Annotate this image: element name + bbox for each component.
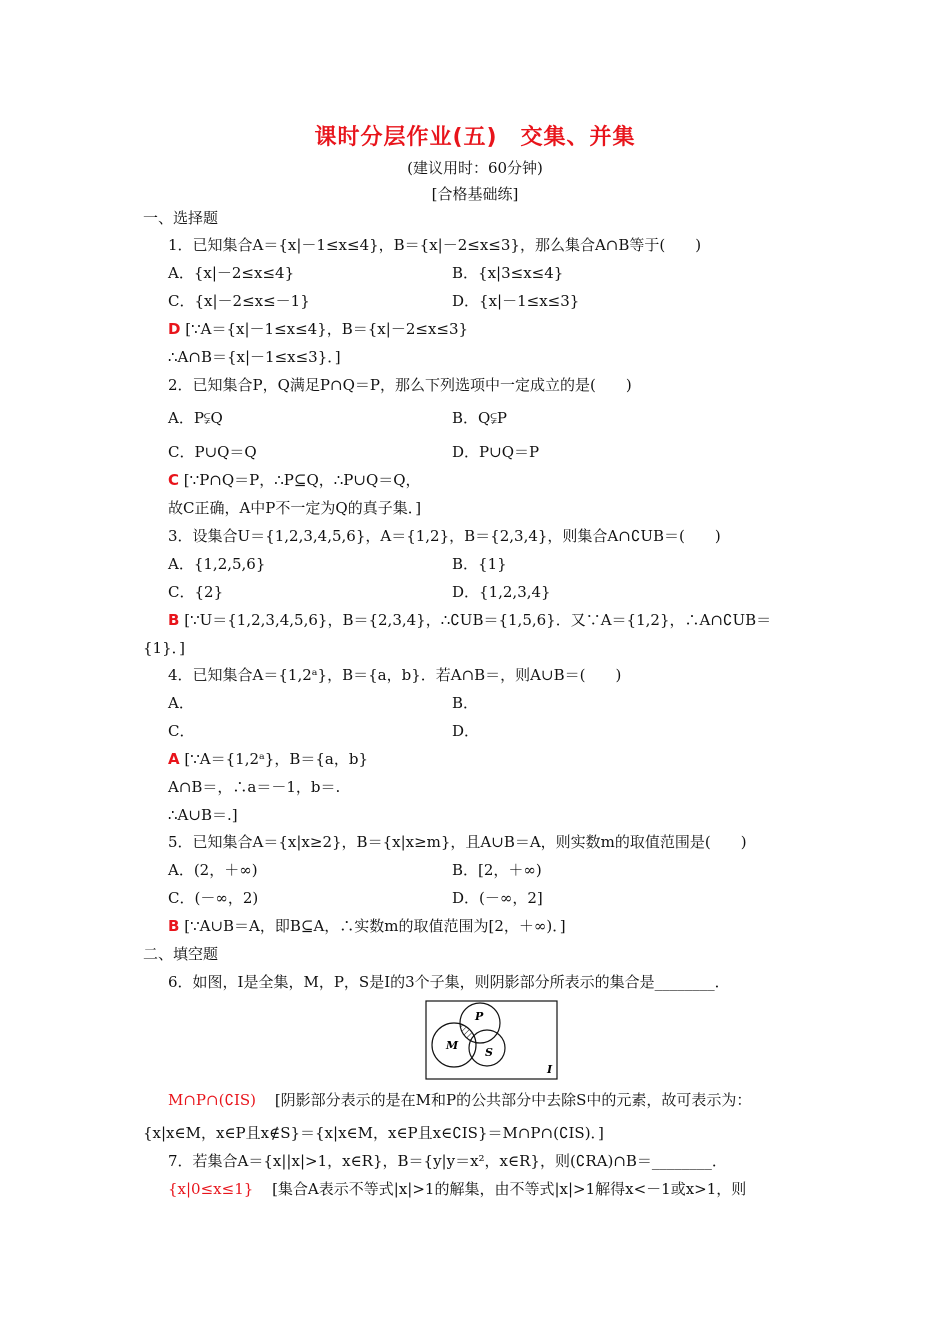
- venn-label-p: P: [475, 1010, 484, 1023]
- q1-stem: 1．已知集合A＝{x|－1≤x≤4}，B＝{x|－2≤x≤3}，那么集合A∩B等于( ): [168, 236, 702, 254]
- q1-explanation: [168, 319, 468, 339]
- q2-option-d: D．P∪Q＝P: [452, 443, 540, 461]
- section-heading-choice: 一、选择题: [143, 209, 219, 227]
- q4-stem: 4．已知集合A＝{1,2ᵃ}，B＝{a，b}．若A∩B＝，则A∪B＝( ): [168, 666, 622, 684]
- q1-answer: D: [168, 320, 181, 338]
- q2-option-c: C．P∪Q＝Q: [168, 443, 257, 461]
- q3-expl-1: [∵U＝{1,2,3,4,5,6}，B＝{2,3,4}，∴∁UB＝{1,5,6}．又∵A＝{1,2}，∴A∩∁UB＝: [184, 611, 772, 629]
- q4-option-a: A．: [168, 694, 194, 712]
- q6-expl-2: {x|x∈M，x∈P且x∉S}＝{x|x∈M，x∈P且x∈∁IS}＝M∩P∩(∁IS)．]: [143, 1124, 604, 1142]
- q2-explanation: [168, 470, 421, 490]
- page-title: 课时分层作业(五) 交集、并集: [314, 125, 636, 150]
- q4-expl-2: A∩B＝，∴a＝－1，b＝.: [168, 778, 341, 796]
- q4-expl-3: ∴A∪B＝.]: [168, 806, 238, 824]
- q3-option-a: A．{1,2,5,6}: [168, 555, 266, 573]
- venn-label-i: I: [547, 1063, 553, 1076]
- q1-option-b: B．{x|3≤x≤4}: [452, 264, 564, 282]
- q3-explanation: [168, 610, 771, 630]
- q1-expl-2: ∴A∩B＝{x|－1≤x≤3}．]: [168, 348, 341, 366]
- time-note: (建议用时：60分钟): [407, 159, 543, 177]
- venn-label-s: S: [485, 1046, 493, 1059]
- q5-option-a: A．(2，＋∞): [168, 861, 258, 879]
- q1-option-a: A．{x|－2≤x≤4}: [168, 264, 295, 282]
- q5-answer: B: [168, 917, 180, 935]
- q4-answer: A: [168, 750, 180, 768]
- venn-label-m: M: [446, 1039, 459, 1052]
- q6-explanation: [168, 1090, 751, 1110]
- q5-expl-1: [∵A∪B＝A，即B⊆A，∴实数m的取值范围为[2，＋∞)．]: [184, 917, 566, 935]
- q2-expl-1: [∵P∩Q＝P，∴P⊆Q，∴P∪Q＝Q，: [183, 471, 421, 489]
- q2-answer: C: [168, 471, 180, 489]
- q4-option-d: D．: [452, 722, 480, 740]
- q4-expl-1: [∵A＝{1,2ᵃ}，B＝{a，b}: [184, 750, 369, 768]
- q7-stem: 7．若集合A＝{x||x|>1，x∈R}，B＝{y|y＝x²，x∈R}，则(∁RA)∩B＝________．: [168, 1152, 727, 1170]
- q3-stem: 3．设集合U＝{1,2,3,4,5,6}，A＝{1,2}，B＝{2,3,4}，则集合A∩∁UB＝( ): [168, 527, 721, 545]
- q6-expl-1: [阴影部分表示的是在M和P的公共部分中去除S中的元素，故可表示为：: [274, 1091, 752, 1109]
- q4-explanation: [168, 749, 368, 769]
- q7-explanation: [168, 1179, 746, 1199]
- q1-option-c: C．{x|－2≤x≤－1}: [168, 292, 310, 310]
- section-heading-fill: 二、填空题: [143, 945, 219, 963]
- level-heading: [合格基础练]: [431, 185, 519, 203]
- venn-diagram: [425, 1000, 558, 1080]
- q5-option-b: B．[2，＋∞): [452, 861, 542, 879]
- q3-option-d: D．{1,2,3,4}: [452, 583, 551, 601]
- q7-expl-1: [集合A表示不等式|x|>1的解集，由不等式|x|>1解得x<－1或x>1，则: [272, 1180, 747, 1198]
- q2-stem: 2．已知集合P，Q满足P∩Q＝P，那么下列选项中一定成立的是( ): [168, 376, 632, 394]
- q5-stem: 5．已知集合A＝{x|x≥2}，B＝{x|x≥m}，且A∪B＝A，则实数m的取值范围是( ): [168, 833, 747, 851]
- q2-option-b: B．Q⫋P: [452, 409, 508, 427]
- q5-option-c: C．(－∞，2): [168, 889, 259, 907]
- q4-option-c: C．: [168, 722, 195, 740]
- q2-expl-2: 故C正确，A中P不一定为Q的真子集．]: [168, 499, 422, 517]
- q3-option-c: C．{2}: [168, 583, 224, 601]
- q6-answer: M∩P∩(∁IS): [168, 1091, 257, 1109]
- q7-answer: {x|0≤x≤1}: [168, 1180, 254, 1198]
- q5-option-d: D．(－∞，2]: [452, 889, 543, 907]
- q6-stem: 6．如图，I是全集，M，P，S是I的3个子集，则阴影部分所表示的集合是________．: [168, 973, 730, 991]
- q2-option-a: A．P⫋Q: [168, 409, 223, 427]
- q3-option-b: B．{1}: [452, 555, 507, 573]
- q1-option-d: D．{x|－1≤x≤3}: [452, 292, 580, 310]
- q1-expl-1: [∵A＝{x|－1≤x≤4}，B＝{x|－2≤x≤3}: [185, 320, 469, 338]
- q3-expl-2: {1}．]: [143, 639, 185, 657]
- q5-explanation: [168, 916, 566, 936]
- q4-option-b: B．: [452, 694, 479, 712]
- q3-answer: B: [168, 611, 180, 629]
